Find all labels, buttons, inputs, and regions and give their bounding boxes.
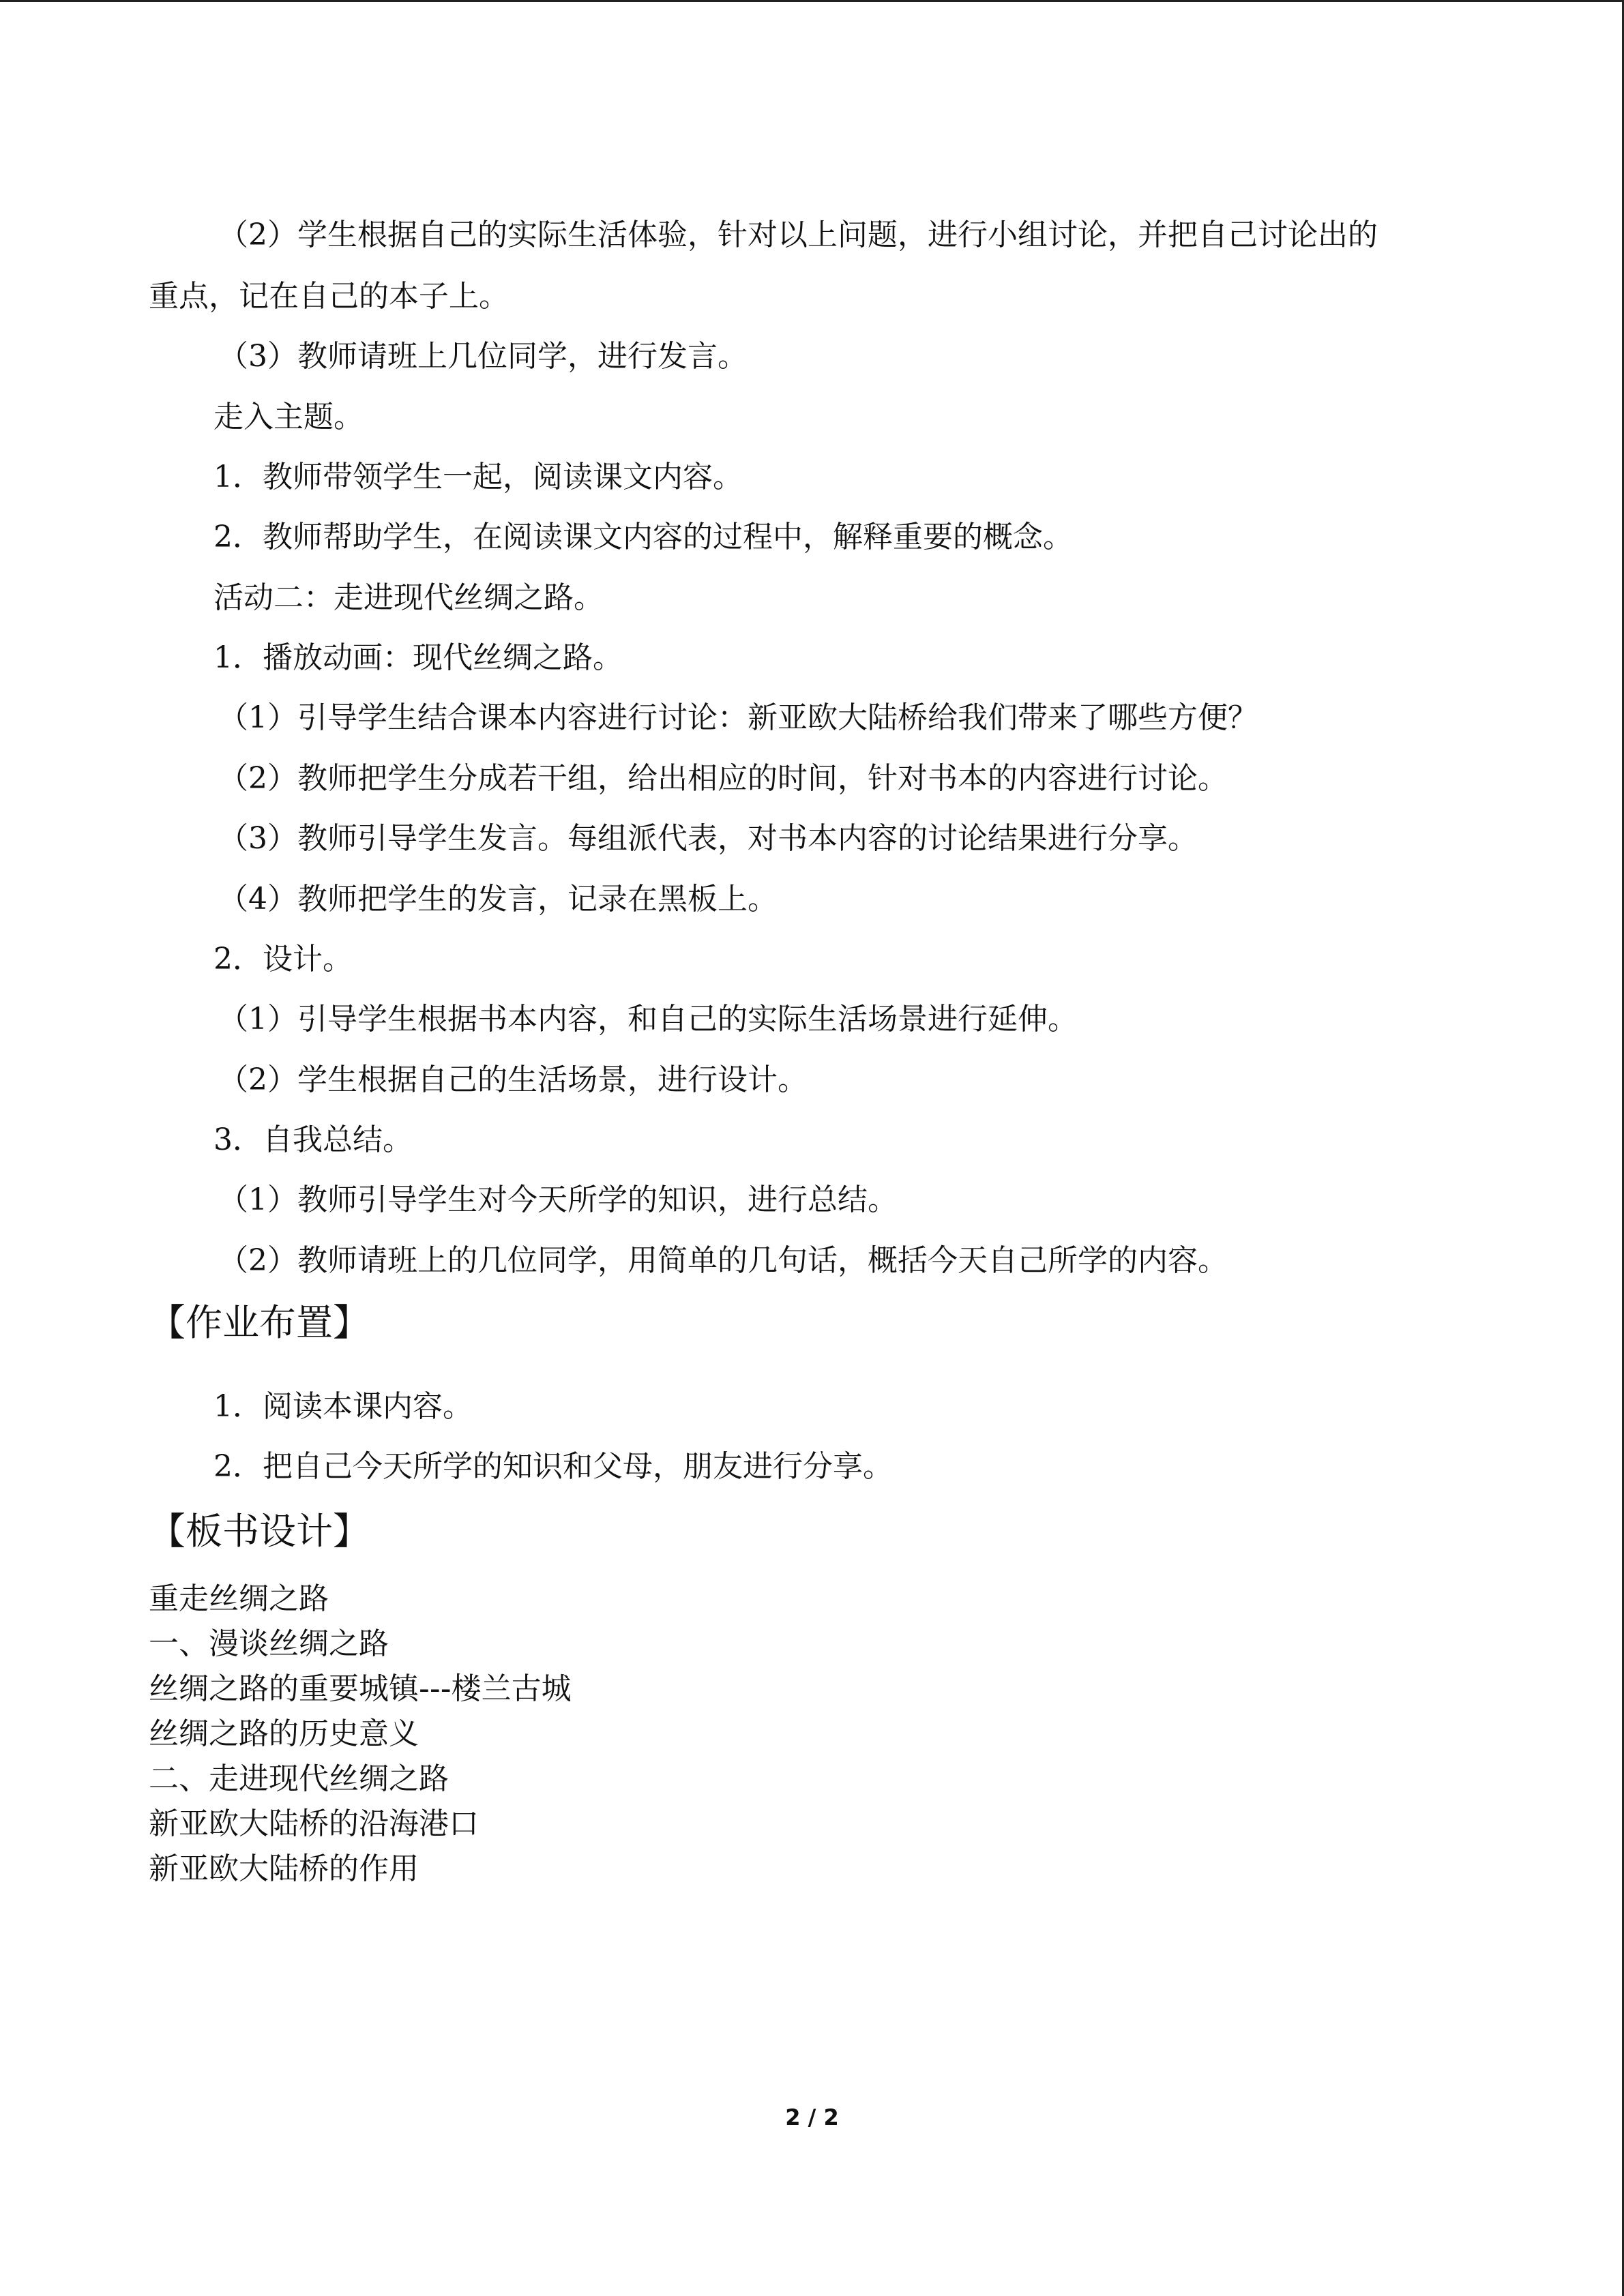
body-line: （2）教师请班上的几位同学，用简单的几句话，概括今天自己所学的内容。 [218, 1243, 1228, 1278]
board-line: 重走丝绸之路 [149, 1581, 329, 1616]
homework-item: 1．阅读本课内容。 [213, 1389, 473, 1424]
body-line: （1）引导学生根据书本内容，和自己的实际生活场景进行延伸。 [218, 1002, 1078, 1037]
body-line: 走入主题。 [213, 400, 364, 434]
board-line: 丝绸之路的重要城镇---楼兰古城 [149, 1671, 572, 1706]
body-line: （1）引导学生结合课本内容进行讨论：新亚欧大陆桥给我们带来了哪些方便？ [218, 700, 1258, 735]
body-line: （2）学生根据自己的生活场景，进行设计。 [218, 1062, 808, 1097]
body-line: 2．设计。 [213, 942, 353, 976]
body-line: 2．教师帮助学生，在阅读课文内容的过程中，解释重要的概念。 [213, 520, 1073, 554]
body-line: （2）教师把学生分成若干组，给出相应的时间，针对书本的内容进行讨论。 [218, 761, 1228, 796]
body-line: （2）学生根据自己的实际生活体验，针对以上问题，进行小组讨论，并把自己讨论出的 [218, 218, 1378, 252]
homework-item: 2．把自己今天所学的知识和父母，朋友进行分享。 [213, 1449, 893, 1484]
body-line: 活动二：走进现代丝绸之路。 [213, 580, 604, 615]
body-line: 重点，记在自己的本子上。 [149, 279, 509, 314]
homework-heading: 【作业布置】 [149, 1301, 370, 1344]
board-line: 一、漫谈丝绸之路 [149, 1626, 389, 1661]
board-line: 新亚欧大陆桥的作用 [149, 1851, 419, 1886]
body-line: 1．教师带领学生一起，阅读课文内容。 [213, 460, 743, 494]
board-line: 新亚欧大陆桥的沿海港口 [149, 1806, 479, 1841]
body-line: 1．播放动画：现代丝绸之路。 [213, 640, 623, 675]
board-design-heading: 【板书设计】 [149, 1510, 370, 1553]
board-line: 二、走进现代丝绸之路 [149, 1761, 449, 1796]
body-line: （1）教师引导学生对今天所学的知识，进行总结。 [218, 1182, 898, 1217]
board-line: 丝绸之路的历史意义 [149, 1716, 419, 1751]
page-number: 2 / 2 [785, 2104, 839, 2130]
body-line: 3．自我总结。 [213, 1122, 413, 1157]
body-line: （3）教师引导学生发言。每组派代表，对书本内容的讨论结果进行分享。 [218, 821, 1198, 856]
body-line: （3）教师请班上几位同学，进行发言。 [218, 339, 748, 374]
body-line: （4）教师把学生的发言，记录在黑板上。 [218, 882, 778, 916]
